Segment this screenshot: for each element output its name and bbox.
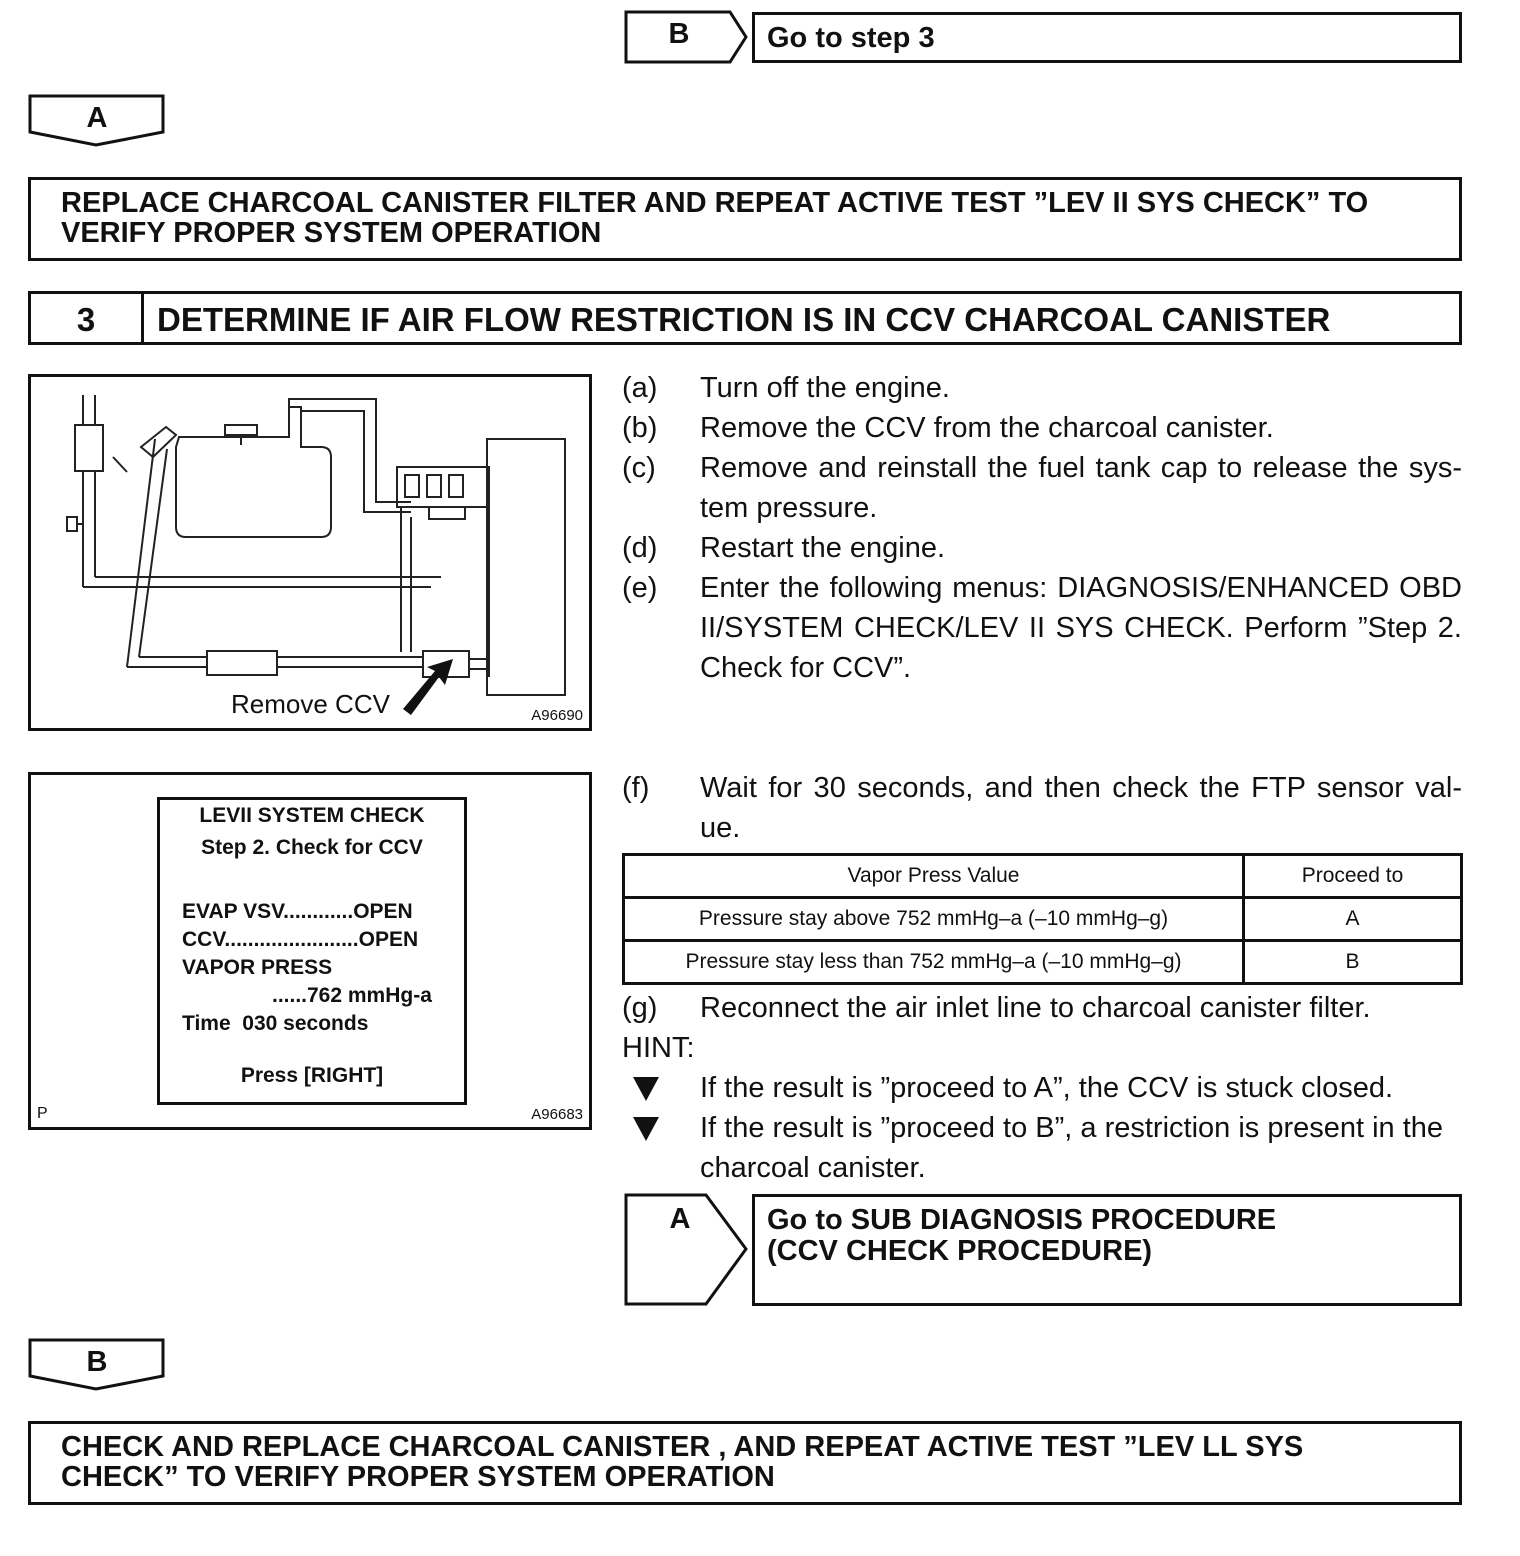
table-cell: Pressure stay less than 752 mmHg–a (–10 mmHg–g) [624, 941, 1244, 984]
screen-vapor-value: ......762 mmHg-a [272, 984, 432, 1007]
branch-b-letter: B [668, 18, 690, 50]
triangle-bullet-icon [632, 1116, 660, 1142]
hint-label: HINT: [622, 1032, 695, 1064]
step-label: (b) [622, 412, 658, 444]
step-text: Turn off the engine. [700, 372, 950, 404]
step-3-header [28, 291, 1462, 345]
table-cell: B [1244, 941, 1462, 984]
branch-a2-letter: A [669, 1203, 691, 1235]
step-label: (f) [622, 772, 650, 804]
step-text: Remove the CCV from the charcoal canister. [700, 412, 1274, 444]
tester-screen-figure [28, 772, 592, 1130]
diagram-figure [28, 374, 592, 731]
step-title: DETERMINE IF AIR FLOW RESTRICTION IS IN CCV CHARCOAL CANISTER [157, 301, 1331, 338]
step-text: Wait for 30 seconds, and then check the FTP sensor val- ue. [700, 772, 1462, 844]
vapor-press-table-wrap [622, 853, 1463, 984]
replace-canister-text: CHECK AND REPLACE CHARCOAL CANISTER , AND REPEAT ACTIVE TEST ”LEV LL SYS CHECK” TO VERIFY PROPER SYSTEM OPERATION [61, 1431, 1304, 1493]
figure-2-corner: P [37, 1105, 48, 1122]
figure-1-code: A96690 [531, 707, 583, 724]
replace-filter-box [28, 177, 1462, 261]
screen-vapor-line: VAPOR PRESS [182, 956, 333, 979]
go-to-step-3-text: Go to step 3 [767, 22, 935, 54]
step-text: Reconnect the air inlet line to charcoal canister filter. [700, 992, 1371, 1024]
replace-canister-box [28, 1421, 1462, 1505]
step-label: (d) [622, 532, 658, 564]
screen-evap-line: EVAP VSV............OPEN [182, 900, 413, 923]
branch-b2-letter: B [86, 1346, 108, 1378]
branch-a-letter: A [86, 102, 108, 134]
sub-diagnosis-line-2: (CCV CHECK PROCEDURE) [767, 1235, 1153, 1267]
table-cell: Pressure stay above 752 mmHg–a (–10 mmHg–g) [624, 898, 1244, 941]
screen-press-line: Press [RIGHT] [240, 1064, 384, 1087]
hint-text: If the result is ”proceed to B”, a restriction is present in the charcoal canister. [700, 1112, 1444, 1184]
step-number: 3 [76, 301, 96, 338]
screen-ccv-line: CCV.......................OPEN [182, 928, 419, 951]
replace-filter-text: REPLACE CHARCOAL CANISTER FILTER AND REPEAT ACTIVE TEST ”LEV II SYS CHECK” TO VERIFY PROPER SYSTEM OPERATION [61, 187, 1369, 249]
step-f [622, 768, 1462, 848]
table-cell: A [1244, 898, 1462, 941]
table-header: Vapor Press Value [624, 855, 1244, 898]
steps-a-to-e [622, 368, 1462, 698]
hint-text: If the result is ”proceed to A”, the CCV is stuck closed. [700, 1072, 1394, 1104]
remove-ccv-label: Remove CCV [231, 689, 390, 719]
tester-display [157, 797, 467, 1105]
step-text: Enter the following menus: DIAGNOSIS/ENHANCED OBD II/SYSTEM CHECK/LEV II SYS CHECK. Perform ”Step 2. Check for CCV”. [700, 572, 1462, 684]
step-text: Restart the engine. [700, 532, 946, 564]
figure-2-code: A96683 [531, 1106, 583, 1123]
sub-diagnosis-line-1: Go to SUB DIAGNOSIS PROCEDURE [767, 1204, 1277, 1236]
sub-diagnosis-box [752, 1194, 1462, 1306]
step-label: (e) [622, 572, 658, 604]
table-row [624, 941, 1462, 984]
screen-time-line: Time 030 seconds [182, 1012, 369, 1035]
vapor-press-table [622, 853, 1463, 985]
evap-system-diagram [31, 377, 589, 728]
table-header: Proceed to [1244, 855, 1462, 898]
screen-subtitle: Step 2. Check for CCV [201, 836, 423, 859]
triangle-bullet-icon [632, 1076, 660, 1102]
table-row [624, 898, 1462, 941]
step-text: Remove and reinstall the fuel tank cap to release the sys- tem pressure. [700, 452, 1462, 524]
step-label: (a) [622, 372, 658, 404]
step-g-and-hint [622, 988, 1462, 1188]
go-to-step-3-box [752, 12, 1462, 63]
step-label: (c) [622, 452, 656, 484]
screen-title: LEVII SYSTEM CHECK [199, 804, 425, 827]
step-label: (g) [622, 992, 658, 1024]
